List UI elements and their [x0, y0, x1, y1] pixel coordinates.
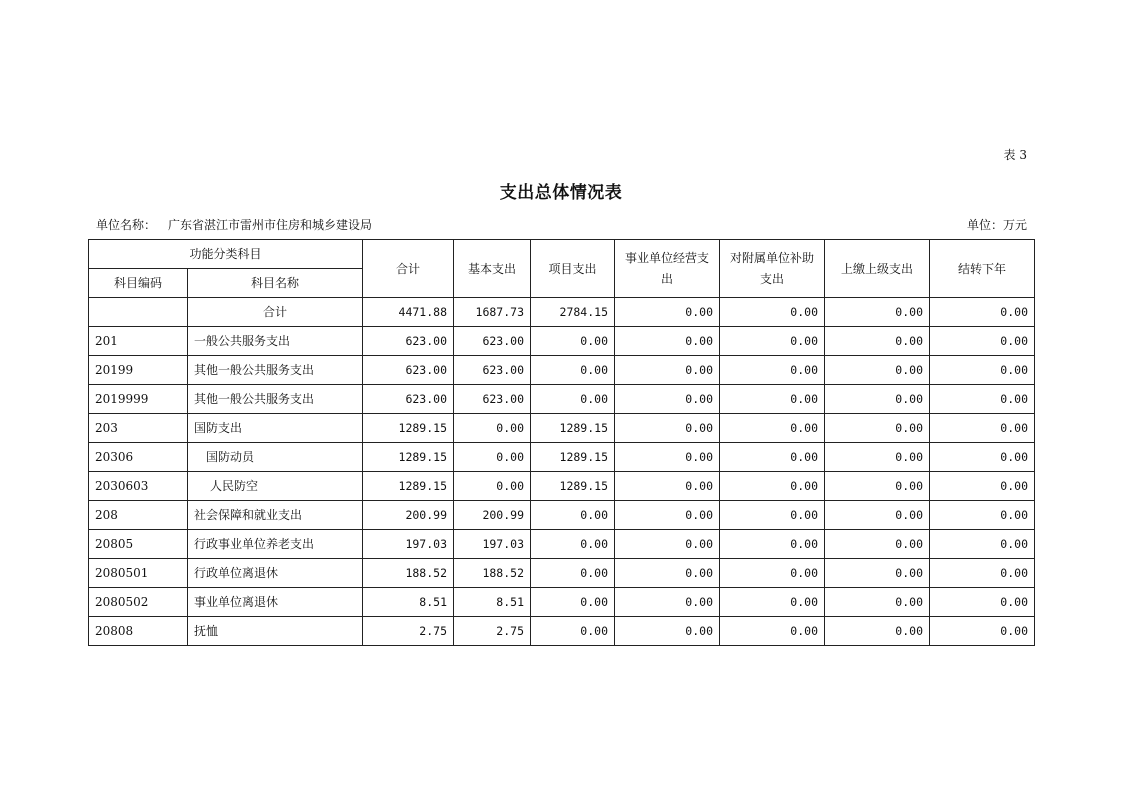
header-total: 合计: [363, 240, 454, 298]
cell-name: 人民防空: [188, 472, 363, 501]
cell-upper: 0.00: [825, 559, 930, 588]
cell-project: 1289.15: [531, 414, 615, 443]
page-title: 支出总体情况表: [499, 183, 623, 203]
cell-code: 2080501: [89, 559, 188, 588]
cell-basic: 197.03: [454, 530, 531, 559]
cell-business: 0.00: [615, 356, 720, 385]
cell-name: 抚恤: [188, 617, 363, 646]
table-row: [89, 414, 1035, 443]
table-row: [89, 356, 1035, 385]
cell-code: 201: [89, 327, 188, 356]
table-number: 表 3: [1003, 148, 1027, 162]
cell-code: 2019999: [89, 385, 188, 414]
cell-name: 国防支出: [188, 414, 363, 443]
cell-total: 8.51: [363, 588, 454, 617]
cell-business: 0.00: [615, 588, 720, 617]
cell-total: 1289.15: [363, 414, 454, 443]
cell-code: 20199: [89, 356, 188, 385]
cell-carry: 0.00: [930, 472, 1035, 501]
table-row: [89, 443, 1035, 472]
cell-upper: 0.00: [825, 530, 930, 559]
cell-business: 0.00: [615, 327, 720, 356]
cell-carry: 0.00: [930, 588, 1035, 617]
cell-name: 行政事业单位养老支出: [188, 530, 363, 559]
cell-business: 0.00: [615, 530, 720, 559]
cell-carry: 0.00: [930, 298, 1035, 327]
cell-business: 0.00: [615, 385, 720, 414]
cell-business: 0.00: [615, 559, 720, 588]
cell-basic: 0.00: [454, 414, 531, 443]
cell-project: 0.00: [531, 559, 615, 588]
cell-basic: 623.00: [454, 356, 531, 385]
unit-name-label: 单位名称：: [96, 218, 157, 232]
cell-subsidy: 0.00: [720, 356, 825, 385]
cell-project: 0.00: [531, 588, 615, 617]
cell-upper: 0.00: [825, 298, 930, 327]
table-row: [89, 385, 1035, 414]
cell-code: 2080502: [89, 588, 188, 617]
table-row: [89, 588, 1035, 617]
cell-total: 623.00: [363, 385, 454, 414]
cell-carry: 0.00: [930, 443, 1035, 472]
cell-name: 国防动员: [188, 443, 363, 472]
cell-total: 623.00: [363, 327, 454, 356]
table-row: [89, 530, 1035, 559]
cell-subsidy: 0.00: [720, 327, 825, 356]
cell-name: 事业单位离退休: [188, 588, 363, 617]
cell-total: 197.03: [363, 530, 454, 559]
cell-upper: 0.00: [825, 414, 930, 443]
cell-project: 0.00: [531, 501, 615, 530]
cell-subsidy: 0.00: [720, 414, 825, 443]
cell-business: 0.00: [615, 501, 720, 530]
table-row: [89, 298, 1035, 327]
header-function-class: 功能分类科目: [89, 240, 363, 269]
cell-basic: 2.75: [454, 617, 531, 646]
cell-business: 0.00: [615, 298, 720, 327]
header-code: 科目编码: [89, 269, 188, 298]
cell-subsidy: 0.00: [720, 472, 825, 501]
cell-total: 200.99: [363, 501, 454, 530]
expenditure-table: [88, 239, 1035, 646]
cell-carry: 0.00: [930, 501, 1035, 530]
cell-total: 623.00: [363, 356, 454, 385]
cell-name: 社会保障和就业支出: [188, 501, 363, 530]
cell-business: 0.00: [615, 443, 720, 472]
cell-upper: 0.00: [825, 327, 930, 356]
cell-total: 2.75: [363, 617, 454, 646]
cell-project: 0.00: [531, 327, 615, 356]
cell-name: 一般公共服务支出: [188, 327, 363, 356]
cell-project: 0.00: [531, 356, 615, 385]
cell-subsidy: 0.00: [720, 588, 825, 617]
cell-subsidy: 0.00: [720, 443, 825, 472]
header-upper: 上缴上级支出: [825, 240, 930, 298]
cell-project: 2784.15: [531, 298, 615, 327]
cell-subsidy: 0.00: [720, 385, 825, 414]
header-name: 科目名称: [188, 269, 363, 298]
header-subsidy: 对附属单位补助支出: [720, 240, 825, 298]
cell-basic: 0.00: [454, 443, 531, 472]
cell-upper: 0.00: [825, 588, 930, 617]
currency-unit: 单位：万元: [966, 218, 1027, 232]
cell-basic: 1687.73: [454, 298, 531, 327]
table-body: [89, 298, 1035, 646]
cell-code: 20805: [89, 530, 188, 559]
cell-project: 0.00: [531, 530, 615, 559]
header-row-1: [89, 240, 1035, 269]
table-row: [89, 472, 1035, 501]
table-row: [89, 327, 1035, 356]
unit-name-group: [96, 216, 372, 233]
cell-carry: 0.00: [930, 414, 1035, 443]
cell-total: 1289.15: [363, 443, 454, 472]
cell-subsidy: 0.00: [720, 298, 825, 327]
cell-code: 208: [89, 501, 188, 530]
cell-basic: 8.51: [454, 588, 531, 617]
cell-business: 0.00: [615, 617, 720, 646]
cell-basic: 188.52: [454, 559, 531, 588]
cell-basic: 0.00: [454, 472, 531, 501]
cell-upper: 0.00: [825, 356, 930, 385]
header-project: 项目支出: [531, 240, 615, 298]
cell-code: 2030603: [89, 472, 188, 501]
cell-code: [89, 298, 188, 327]
cell-carry: 0.00: [930, 385, 1035, 414]
header-basic: 基本支出: [454, 240, 531, 298]
cell-code: 20306: [89, 443, 188, 472]
cell-subsidy: 0.00: [720, 559, 825, 588]
cell-subsidy: 0.00: [720, 530, 825, 559]
cell-basic: 623.00: [454, 327, 531, 356]
cell-upper: 0.00: [825, 443, 930, 472]
cell-code: 20808: [89, 617, 188, 646]
cell-project: 1289.15: [531, 443, 615, 472]
unit-name: 广东省湛江市雷州市住房和城乡建设局: [168, 218, 373, 232]
cell-code: 203: [89, 414, 188, 443]
table-row: [89, 501, 1035, 530]
table-row: [89, 617, 1035, 646]
cell-upper: 0.00: [825, 501, 930, 530]
cell-total: 1289.15: [363, 472, 454, 501]
cell-basic: 200.99: [454, 501, 531, 530]
table-row: [89, 559, 1035, 588]
cell-name: 其他一般公共服务支出: [188, 385, 363, 414]
cell-upper: 0.00: [825, 385, 930, 414]
cell-project: 0.00: [531, 617, 615, 646]
cell-carry: 0.00: [930, 356, 1035, 385]
cell-name: 其他一般公共服务支出: [188, 356, 363, 385]
cell-subsidy: 0.00: [720, 617, 825, 646]
cell-project: 0.00: [531, 385, 615, 414]
cell-business: 0.00: [615, 472, 720, 501]
cell-name: 行政单位离退休: [188, 559, 363, 588]
cell-upper: 0.00: [825, 472, 930, 501]
cell-subsidy: 0.00: [720, 501, 825, 530]
header-carry: 结转下年: [930, 240, 1035, 298]
cell-project: 1289.15: [531, 472, 615, 501]
header-business: 事业单位经营支出: [615, 240, 720, 298]
cell-carry: 0.00: [930, 559, 1035, 588]
cell-carry: 0.00: [930, 327, 1035, 356]
cell-total: 188.52: [363, 559, 454, 588]
cell-upper: 0.00: [825, 617, 930, 646]
cell-name: 合计: [188, 298, 363, 327]
cell-total: 4471.88: [363, 298, 454, 327]
cell-basic: 623.00: [454, 385, 531, 414]
cell-business: 0.00: [615, 414, 720, 443]
cell-carry: 0.00: [930, 530, 1035, 559]
cell-carry: 0.00: [930, 617, 1035, 646]
